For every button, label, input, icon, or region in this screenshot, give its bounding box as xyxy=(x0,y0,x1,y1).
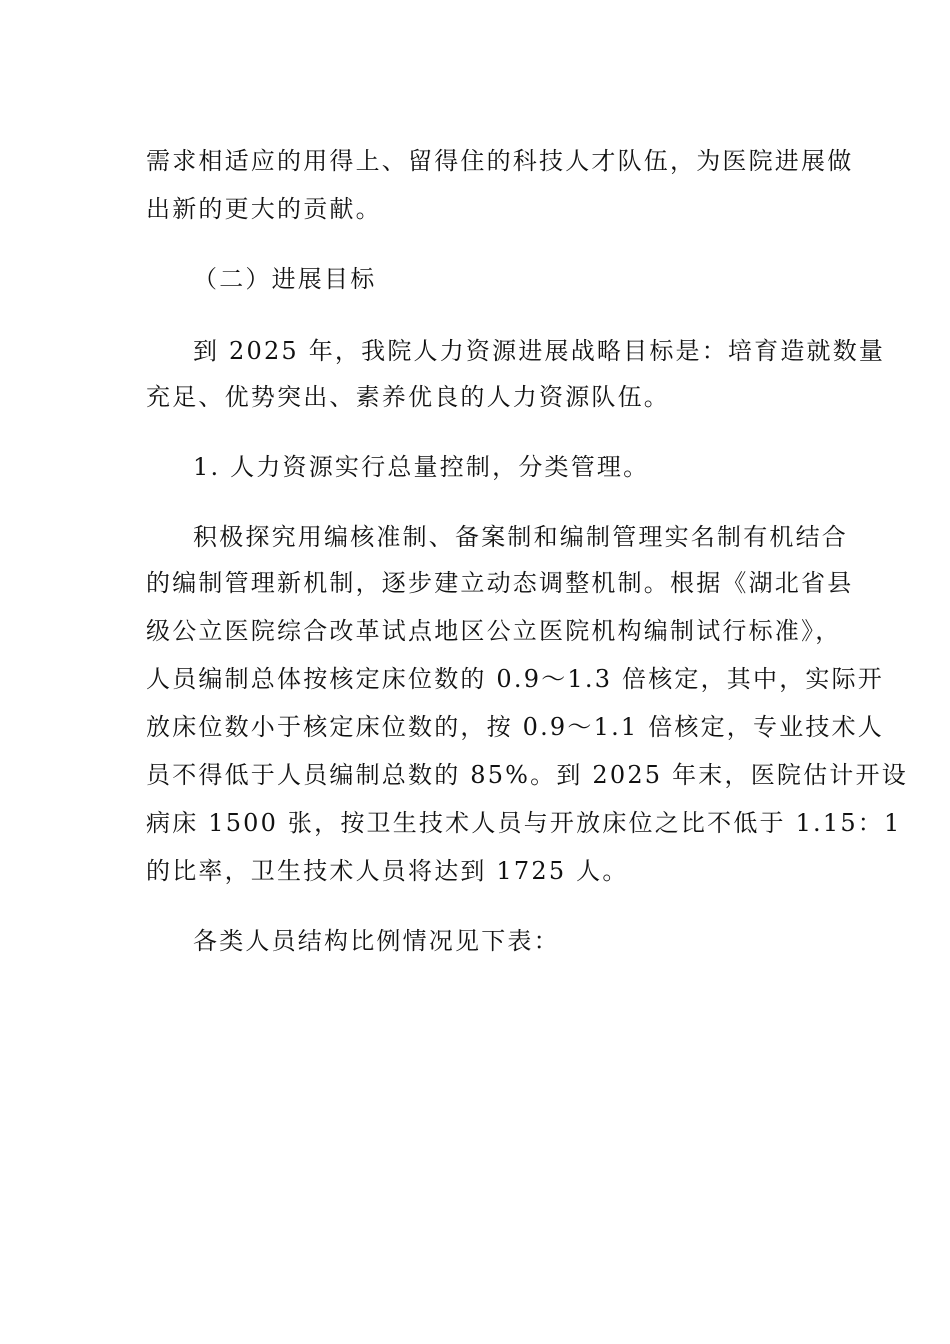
paragraph-line: 各类人员结构比例情况见下表： xyxy=(193,927,560,955)
paragraph-line: 病床 1500 张，按卫生技术人员与开放床位之比不低于 1.15：1 xyxy=(146,809,902,837)
paragraph-line: 级公立医院综合改革试点地区公立医院机构编制试行标准》， xyxy=(146,617,842,645)
paragraph-line: 放床位数小于核定床位数的，按 0.9～1.1 倍核定，专业技术人 xyxy=(146,713,884,741)
paragraph-line: 需求相适应的用得上、留得住的科技人才队伍，为医院进展做 xyxy=(146,147,854,175)
paragraph-line: 人员编制总体按核定床位数的 0.9～1.3 倍核定，其中，实际开 xyxy=(146,665,884,693)
paragraph-line: 的编制管理新机制，逐步建立动态调整机制。根据《湖北省县 xyxy=(146,569,854,597)
section-heading: （二）进展目标 xyxy=(193,265,377,293)
paragraph-line: 到 2025 年，我院人力资源进展战略目标是：培育造就数量 xyxy=(193,337,886,365)
paragraph-line: 的比率，卫生技术人员将达到 1725 人。 xyxy=(146,857,629,885)
paragraph-line: 出新的更大的贡献。 xyxy=(146,195,382,223)
paragraph-line: 员不得低于人员编制总数的 85%。到 2025 年末，医院估计开设 xyxy=(146,761,908,789)
paragraph-line: 充足、优势突出、素养优良的人力资源队伍。 xyxy=(146,383,670,411)
numbered-heading: 1. 人力资源实行总量控制，分类管理。 xyxy=(193,453,650,481)
paragraph-line: 积极探究用编核准制、备案制和编制管理实名制有机结合 xyxy=(193,523,848,551)
